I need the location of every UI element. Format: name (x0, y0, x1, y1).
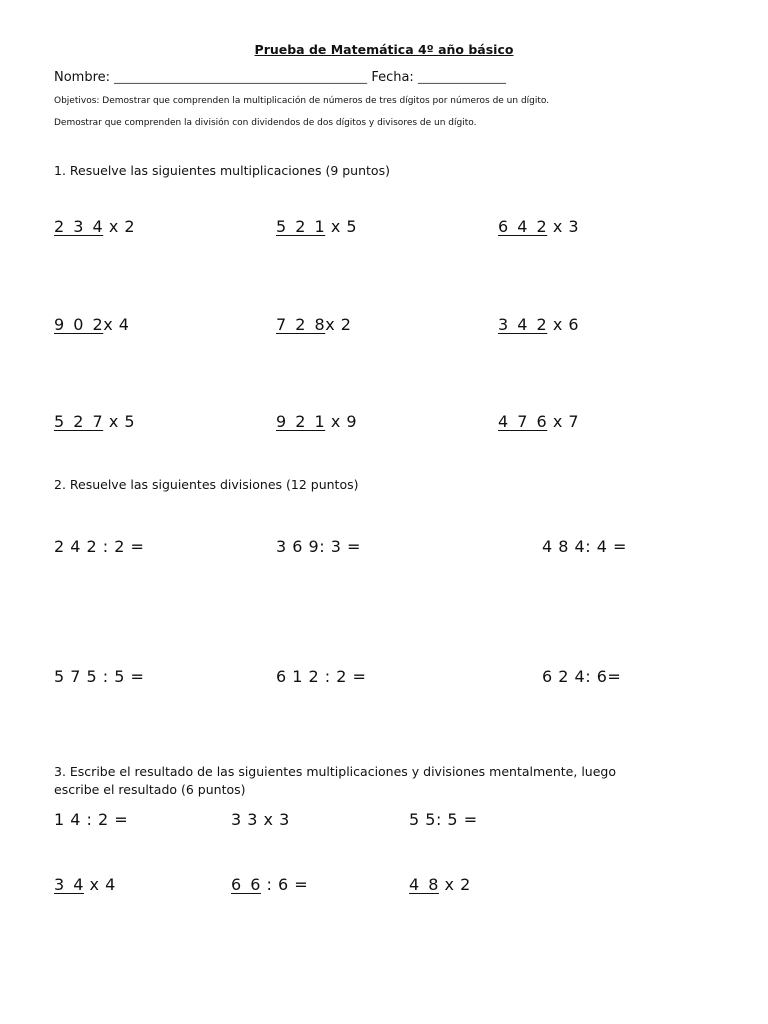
fecha-label: Fecha: (371, 70, 414, 85)
mental-math-problem: 1 4 : 2 = (54, 810, 129, 829)
name-date-row (54, 70, 506, 85)
multiplication-problem: 5 2 7 x 5 (54, 412, 136, 431)
nombre-line: ______________________________________________ (114, 71, 368, 84)
mental-math-problem: 3 3 x 3 (231, 810, 290, 829)
division-problem: 6 1 2 : 2 = (276, 667, 367, 686)
mental-math-problem: 4 8 x 2 (409, 875, 471, 894)
fecha-line: ________________ (417, 71, 506, 84)
mental-math-problem: 6 6 : 6 = (231, 875, 309, 894)
mental-math-problem: 5 5: 5 = (409, 810, 478, 829)
mental-math-problem: 3 4 x 4 (54, 875, 116, 894)
division-problem: 2 4 2 : 2 = (54, 537, 145, 556)
section3-heading-line1: 3. Escribe el resultado de las siguientes multiplicaciones y divisiones mentalmente, luego (54, 764, 616, 779)
page-title: Prueba de Matemática 4º año básico (254, 42, 514, 57)
multiplication-problem: 5 2 1 x 5 (276, 217, 358, 236)
multiplication-problem: 3 4 2 x 6 (498, 315, 580, 334)
multiplication-problem: 6 4 2 x 3 (498, 217, 580, 236)
multiplication-problem: 7 2 8x 2 (276, 315, 352, 334)
multiplication-problem: 2 3 4 x 2 (54, 217, 136, 236)
multiplication-problem: 9 2 1 x 9 (276, 412, 358, 431)
division-problem: 5 7 5 : 5 = (54, 667, 145, 686)
section2-heading: 2. Resuelve las siguientes divisiones (12 puntos) (54, 477, 359, 492)
section1-heading: 1. Resuelve las siguientes multiplicaciones (9 puntos) (54, 163, 390, 178)
nombre-label: Nombre: (54, 70, 111, 85)
division-problem: 4 8 4: 4 = (542, 537, 627, 556)
division-problem: 3 6 9: 3 = (276, 537, 361, 556)
multiplication-problem: 9 0 2x 4 (54, 315, 130, 334)
section3-heading-line2: escribe el resultado (6 puntos) (54, 782, 246, 797)
division-problem: 6 2 4: 6= (542, 667, 622, 686)
objective-2: Demostrar que comprenden la división con dividendos de dos dígitos y divisores de un dígito. (54, 118, 477, 128)
objective-1: Objetivos: Demostrar que comprenden la multiplicación de números de tres dígitos por números de un dígito. (54, 96, 550, 106)
multiplication-problem: 4 7 6 x 7 (498, 412, 580, 431)
